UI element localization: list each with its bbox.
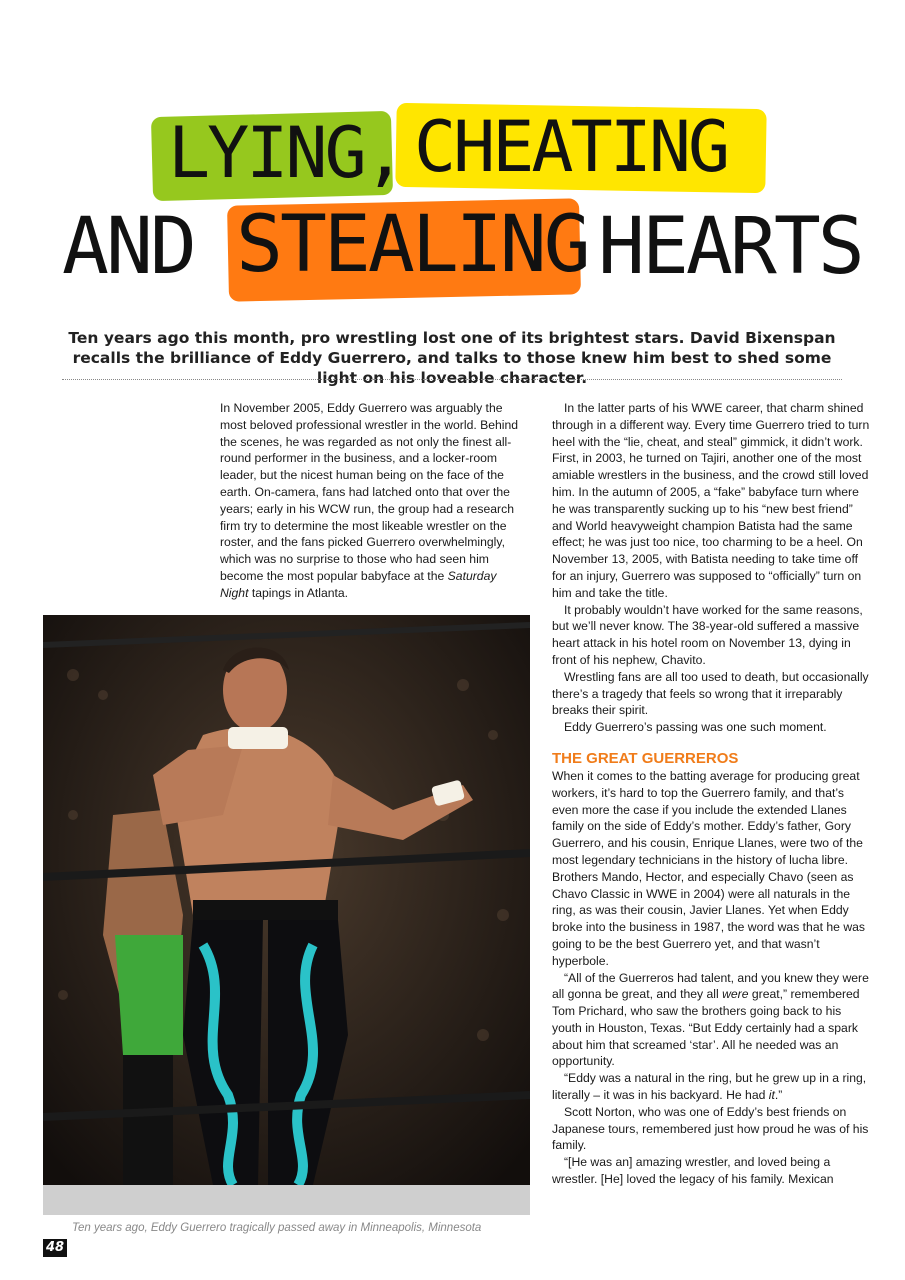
paragraph: In the latter parts of his WWE career, that charm shined through in a different way. Every time Guerrero tried to turn heel with the “lie, cheat, and steal” gimmick, it didn’t work. First, in 2003, he turned on Tajiri, another one of the most amiable wrestlers in the business, and the crowd still loved him. In the autumn of 2005, a “fake” babyface turn where he was transparently sucking up to his “new best friend” and World heavyweight champion Batista had the same effect; he was just too nice, too charming to be a heel. On November 13, 2005, with Batista needing to take time off for an injury, Guerrero was supposed to “officially” turn on him and take the title. bbox=[552, 401, 870, 600]
paragraph: Eddy Guerrero’s passing was one such moment. bbox=[564, 720, 827, 735]
paragraph: When it comes to the batting average for producing great workers, it’s hard to top the Guerrero family, and that’s even more the case if you include the extended Llanes family on the side of Eddy’s mother. Eddy’s father, Gory Guerrero, and his cousin, Enrique Llanes, were two of the most legendary technicians in the history of lucha libre. Brothers Mando, Hector, and especially Chavo (seen as Chavo Classic in WWE in 2004) were all naturals in the ring, as was their cousin, Javier Llanes. Yet when Eddy broke into the business in 1987, the word was that he was going to be the best Guerrero yet, and that wasn’t hyperbole. bbox=[552, 768, 866, 968]
article-column-1 bbox=[220, 400, 526, 602]
paragraph: “[He was an] amazing wrestler, and loved being a wrestler. [He] loved the legacy of his family. Mexican bbox=[552, 1155, 834, 1187]
headline-word-hearts: HEARTS bbox=[598, 202, 862, 292]
page-number: 48 bbox=[43, 1239, 67, 1257]
standfirst-rest: recalls the brilliance of Eddy Guerrero, and talks to those knew him best to shed some light on his loveable character. bbox=[72, 349, 832, 387]
headline-word-cheating: CHEATING bbox=[414, 106, 728, 188]
headline-word-lying: LYING, bbox=[168, 112, 403, 194]
author-name: David Bixenspan bbox=[689, 329, 836, 347]
wrestler-photo-illustration bbox=[43, 615, 530, 1215]
wrestler-photo bbox=[43, 615, 530, 1215]
divider bbox=[62, 379, 842, 380]
paragraph: Wrestling fans are all too used to death, but occasionally there’s a tragedy that feels so wrong that it irreparably breaks their spirit. bbox=[552, 669, 869, 718]
section-heading: THE GREAT GUERREROS bbox=[552, 749, 739, 767]
headline-word-and: AND bbox=[62, 202, 194, 292]
standfirst-intro: Ten years ago this month, pro wrestling lost one of its brightest stars. bbox=[68, 329, 690, 347]
paragraph: It probably wouldn’t have worked for the same reasons, but we’ll never know. The 38-year-old suffered a massive heart attack in his hotel room on November 13, dying in front of his nephew, Chavito. bbox=[552, 602, 863, 667]
paragraph: “Eddy was a natural in the ring, but he grew up in a ring, literally – it was in his backyard. He had it.” bbox=[552, 1071, 867, 1103]
headline bbox=[0, 0, 905, 320]
paragraph: Scott Norton, who was one of Eddy’s best friends on Japanese tours, remembered just how proud he was of his family. bbox=[552, 1104, 869, 1153]
paragraph: In November 2005, Eddy Guerrero was arguably the most beloved professional wrestler in the world. Behind the scenes, he was regarded as not only the finest all-round performer in the business, and a locker-room leader, but the nicest human being on the face of the earth. On-camera, fans had latched onto that over the years; early in his WCW run, the group had a research firm try to determine the most likeable wrestler on the roster, and the fans picked Guerrero overwhelmingly, which was no surprise to those who had seen him become the most popular babyface at the Saturday Night tapings in Atlanta. bbox=[220, 401, 519, 600]
article-column-2 bbox=[552, 400, 870, 1188]
paragraph: “All of the Guerreros had talent, and you knew they were all gonna be great, and they all were great,” remembered Tom Prichard, who saw the brothers going back to his youth in Houston, Texas. “But Eddy certainly had a spark about him that screamed ‘star’. All he needed was an opportunity. bbox=[552, 970, 869, 1069]
photo-caption: Ten years ago, Eddy Guerrero tragically passed away in Minneapolis, Minnesota bbox=[72, 1222, 482, 1234]
headline-word-stealing: STEALING bbox=[236, 200, 588, 290]
